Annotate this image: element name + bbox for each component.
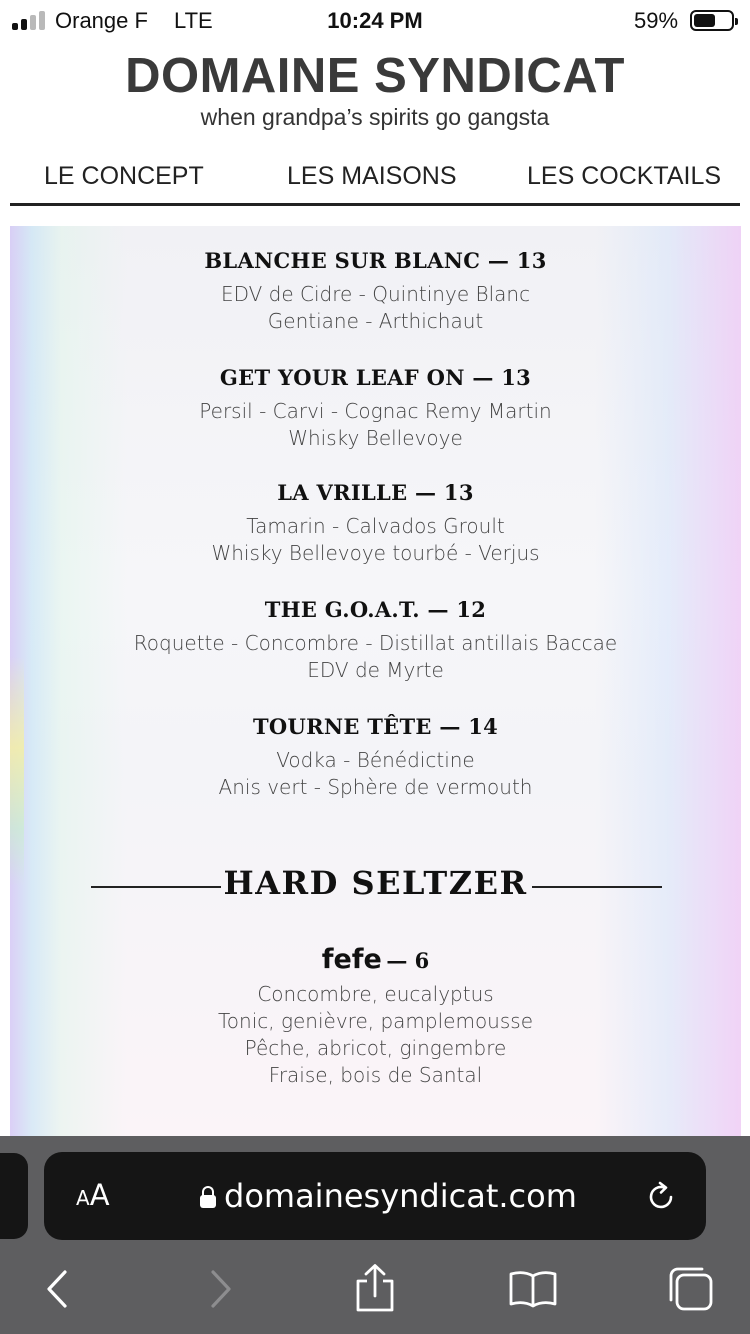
seltzer-name: fefe bbox=[321, 944, 382, 975]
seltzer-flavor: Tonic, genièvre, pamplemousse bbox=[217, 1009, 533, 1033]
site-tagline: when grandpa’s spirits go gangsta bbox=[200, 104, 550, 130]
cocktail-menu-card bbox=[10, 226, 741, 1136]
seltzer-item bbox=[10, 944, 741, 1089]
cocktail-ingredients: Whisky Bellevoye tourbé - Verjus bbox=[211, 541, 540, 565]
bookmarks-icon[interactable] bbox=[508, 1264, 558, 1314]
reload-icon[interactable] bbox=[644, 1180, 678, 1214]
cocktail-ingredients: Anis vert - Sphère de vermouth bbox=[218, 775, 533, 799]
nav-tab-les-maisons[interactable]: LES MAISONS bbox=[287, 162, 457, 190]
main-nav bbox=[10, 150, 740, 206]
cocktail-title: LA VRILLE — 13 bbox=[277, 480, 474, 505]
seltzer-flavor: Fraise, bois de Santal bbox=[268, 1063, 483, 1087]
nav-tab-le-concept[interactable]: LE CONCEPT bbox=[44, 162, 204, 190]
cocktail-item bbox=[10, 714, 741, 801]
cocktail-ingredients: Persil - Carvi - Cognac Remy Martin bbox=[199, 399, 552, 423]
seltzer-flavor: Pêche, abricot, gingembre bbox=[244, 1036, 507, 1060]
cocktail-ingredients: EDV de Myrte bbox=[307, 658, 444, 682]
cocktail-title: TOURNE TÊTE — 14 bbox=[252, 714, 499, 739]
cocktail-ingredients: EDV de Cidre - Quintinye Blanc bbox=[220, 282, 531, 306]
seltzer-price: — 6 bbox=[386, 948, 430, 973]
back-icon[interactable] bbox=[33, 1264, 83, 1314]
cocktail-ingredients: Tamarin - Calvados Groult bbox=[246, 514, 505, 538]
divider-right bbox=[532, 886, 662, 888]
cocktail-item bbox=[10, 597, 741, 684]
forward-icon[interactable] bbox=[195, 1264, 245, 1314]
status-time: 10:24 PM bbox=[327, 8, 423, 33]
share-icon[interactable] bbox=[350, 1264, 400, 1314]
cocktail-ingredients: Gentiane - Arthichaut bbox=[267, 309, 484, 333]
status-bar bbox=[0, 0, 750, 40]
cocktail-item bbox=[10, 480, 741, 567]
nav-tab-les-cocktails[interactable]: LES COCKTAILS bbox=[527, 162, 722, 190]
cocktail-item bbox=[10, 248, 741, 335]
cocktail-title: BLANCHE SUR BLANC — 13 bbox=[204, 248, 547, 273]
cocktail-ingredients: Roquette - Concombre - Distillat antillais Baccae bbox=[133, 631, 618, 655]
tabs-icon[interactable] bbox=[666, 1264, 716, 1314]
lock-icon bbox=[200, 1186, 216, 1208]
section-heading-hard-seltzer: HARD SELTZER bbox=[223, 864, 528, 902]
seltzer-flavor: Concombre, eucalyptus bbox=[257, 982, 494, 1006]
address-bar[interactable] bbox=[44, 1152, 706, 1240]
network-type: LTE bbox=[174, 8, 213, 33]
site-title[interactable]: DOMAINE SYNDICAT bbox=[125, 49, 625, 103]
previous-tab-preview[interactable] bbox=[0, 1153, 28, 1239]
battery-icon bbox=[690, 10, 734, 31]
cocktail-item bbox=[10, 365, 741, 452]
cocktail-title: GET YOUR LEAF ON — 13 bbox=[219, 365, 532, 390]
browser-toolbar bbox=[0, 1136, 750, 1334]
cocktail-ingredients: Whisky Bellevoye bbox=[288, 426, 463, 450]
url-text[interactable]: domainesyndicat.com bbox=[224, 1177, 577, 1215]
text-size-button[interactable]: AA bbox=[76, 1178, 110, 1212]
carrier-name: Orange F bbox=[55, 8, 148, 33]
cocktail-title: THE G.O.A.T. — 12 bbox=[264, 597, 487, 622]
battery-percent: 59% bbox=[634, 8, 679, 33]
cocktail-ingredients: Vodka - Bénédictine bbox=[276, 748, 475, 772]
